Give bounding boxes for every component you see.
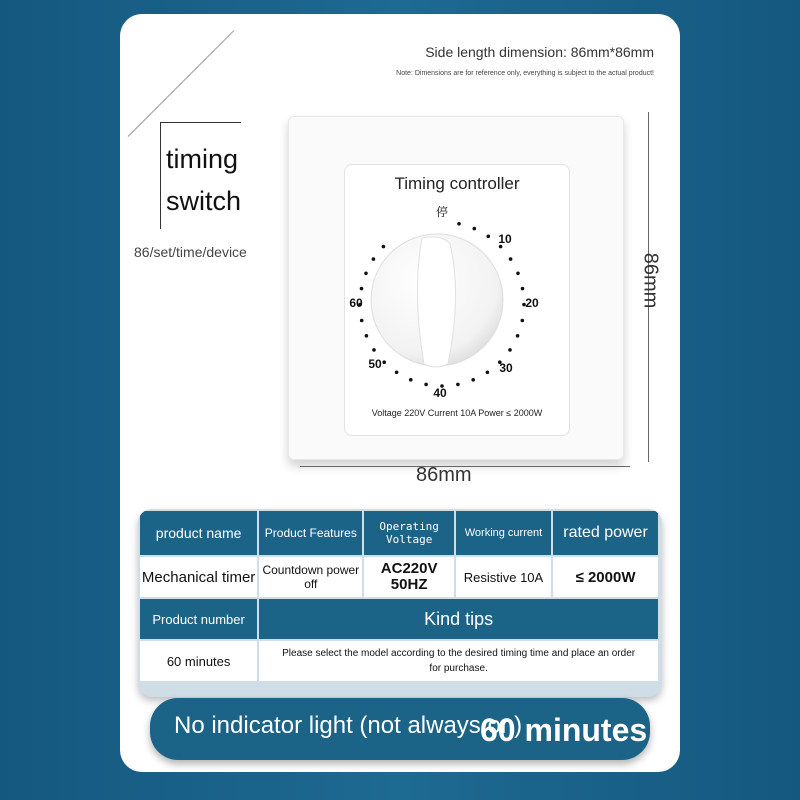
- banner-main-text: No indicator light (not always on): [174, 712, 523, 739]
- dial-tick-dot: [471, 378, 475, 382]
- device-title: Timing controller: [394, 174, 520, 193]
- tag-title-line2: switch: [166, 186, 242, 216]
- header-product-number: Product number: [140, 599, 257, 639]
- value-working-current: Resistive 10A: [456, 557, 551, 597]
- feature-banner: [150, 698, 650, 760]
- header-operating-voltage: Operating Voltage: [364, 511, 453, 555]
- dial-tick-dot: [395, 371, 399, 375]
- header-rated-power: rated power: [553, 511, 658, 555]
- dial-label-50: 50: [368, 357, 382, 371]
- tag-diagonal-line: [128, 30, 235, 137]
- dial-tick-dot: [457, 222, 461, 226]
- dial-label-20: 20: [525, 296, 539, 310]
- spec-value-row: [140, 557, 658, 597]
- dial-tick-dot: [521, 287, 525, 291]
- value-rated-power: ≤ 2000W: [553, 557, 658, 597]
- header-product-features: Product Features: [259, 511, 362, 555]
- dial-tick-dot: [360, 319, 364, 323]
- dial-tick-dot: [365, 334, 369, 338]
- dial-tick-dot: [372, 257, 376, 261]
- header-working-current: Working current: [456, 511, 551, 555]
- dial-label-30: 30: [499, 361, 513, 375]
- header-kind-tips: Kind tips: [259, 599, 658, 639]
- spec-header-row: [140, 511, 658, 555]
- dial-tick-dot: [516, 334, 520, 338]
- tag-title-line1: timing: [166, 144, 239, 174]
- dial-tick-dot: [486, 371, 490, 375]
- dial-tick-dot: [382, 360, 386, 364]
- dial-tick-dot: [409, 378, 413, 382]
- width-dimension-label: 86mm: [416, 464, 472, 486]
- dial-tick-dot: [473, 227, 477, 231]
- dial-label-40: 40: [433, 386, 447, 400]
- dial-tick-dot: [382, 245, 386, 249]
- dial-tick-dot: [521, 319, 525, 323]
- tag-subtitle: 86/set/time/device: [134, 244, 247, 260]
- dial-tick-dot: [372, 348, 376, 352]
- spec-tips-header-row: [140, 599, 658, 639]
- value-operating-voltage: AC220V 50HZ: [364, 557, 453, 597]
- spec-table: [138, 509, 660, 683]
- timer-dial: [344, 164, 570, 436]
- dial-tick-dot: [424, 383, 428, 387]
- header-product-name: product name: [140, 511, 257, 555]
- banner-overlay-text: 60 minutes: [480, 712, 648, 748]
- dial-tick-dot: [487, 235, 491, 239]
- value-product-name: Mechanical timer: [140, 557, 257, 597]
- switch-face: [344, 164, 570, 436]
- dial-tick-dot: [456, 383, 460, 387]
- device-spec-line: Voltage 220V Current 10A Power ≤ 2000W: [371, 408, 543, 418]
- height-dimension-label: 86mm: [639, 252, 662, 309]
- dial-tick-dot: [508, 348, 512, 352]
- spec-table-container: [138, 509, 662, 697]
- dial-tick-dot: [364, 272, 368, 276]
- dial-label-10: 10: [498, 232, 512, 246]
- dial-label-60: 60: [349, 296, 363, 310]
- switch-plate: [288, 116, 624, 460]
- value-product-features: Countdown power off: [259, 557, 362, 597]
- dial-stop-mark: 停: [435, 205, 449, 219]
- dial-tick-dot: [509, 257, 513, 261]
- dimension-note: Note: Dimensions are for reference only, everything is subject to the actual product!: [396, 70, 654, 77]
- dimension-title: Side length dimension: 86mm*86mm: [425, 44, 654, 60]
- spec-tips-row: [140, 641, 658, 681]
- knob-grip: [417, 237, 455, 367]
- value-kind-tips: Please select the model according to the desired timing time and place an order for purchase.: [259, 641, 658, 681]
- product-card: [120, 14, 680, 772]
- value-product-number: 60 minutes: [140, 641, 257, 681]
- dial-tick-dot: [516, 272, 520, 276]
- dial-tick-dot: [360, 287, 364, 291]
